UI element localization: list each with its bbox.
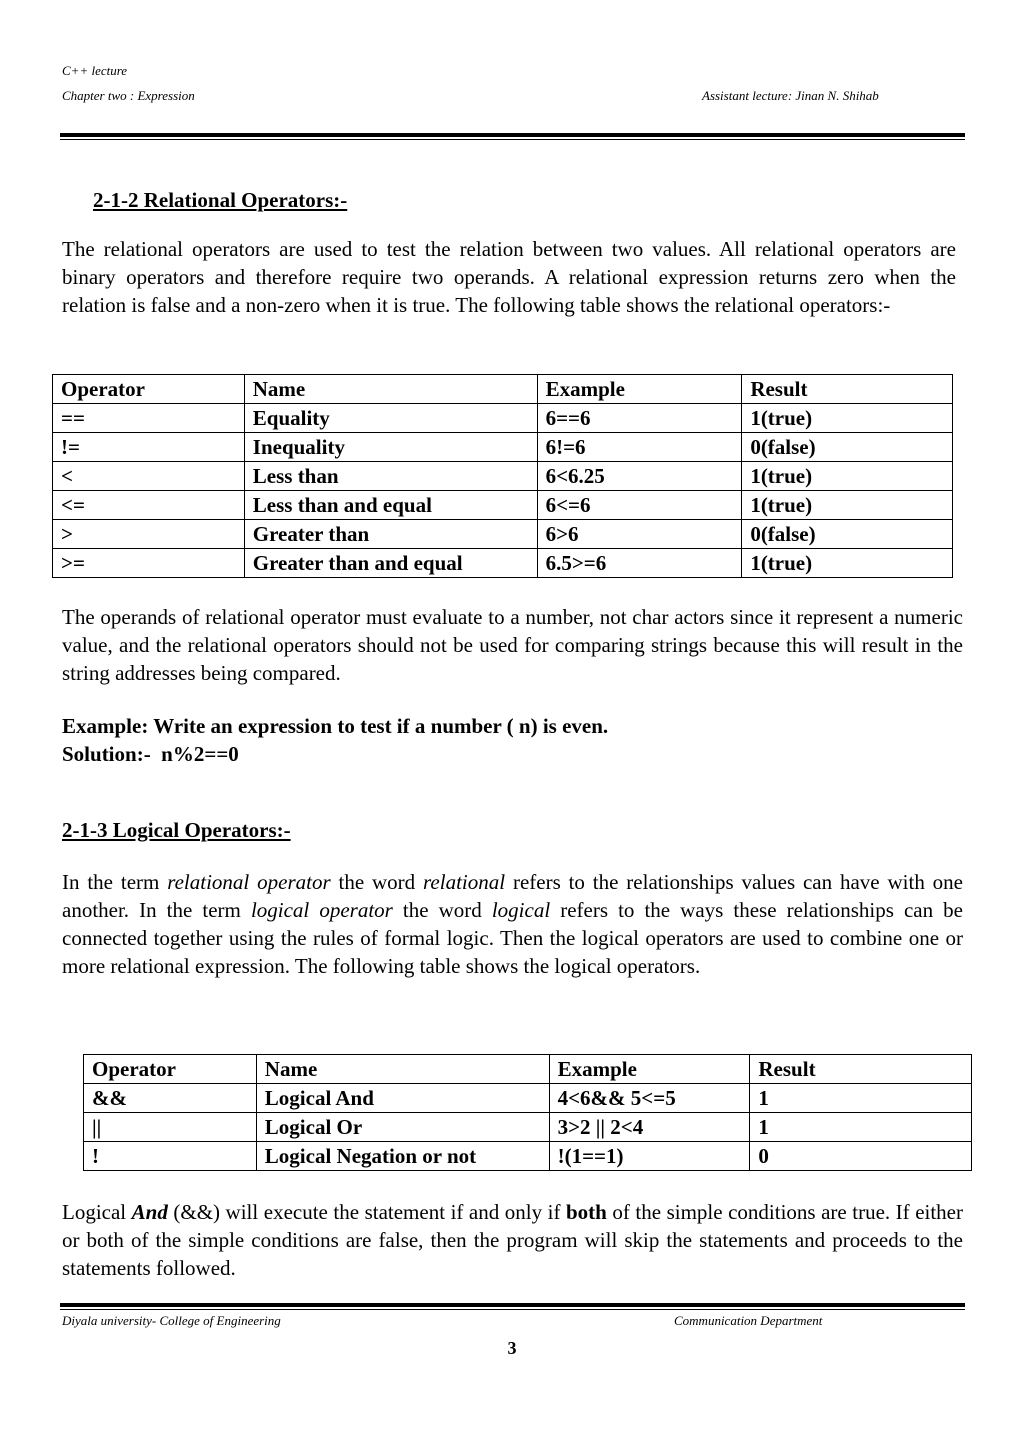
logical-table-cell: 1 bbox=[750, 1084, 972, 1113]
logical-table-cell: 3>2 || 2<4 bbox=[549, 1113, 750, 1142]
logical-table-row bbox=[84, 1113, 972, 1142]
logical-table-cell: Logical Negation or not bbox=[256, 1142, 549, 1171]
relational-table-row bbox=[53, 491, 953, 520]
section-heading-relational: 2-1-2 Relational Operators:- bbox=[93, 188, 348, 212]
closing-bold-italic-and: And bbox=[131, 1200, 168, 1224]
relational-table-cell: 1(true) bbox=[742, 491, 953, 520]
logical-table-cell: !(1==1) bbox=[549, 1142, 750, 1171]
footer-department: Communication Department bbox=[674, 1313, 823, 1328]
closing-text-3: of the simple conditions are true. If either or both of the simple conditions are false, then the program will skip the statements and proceeds to the statements followed. bbox=[62, 1200, 963, 1280]
section-heading-logical: 2-1-3 Logical Operators:- bbox=[62, 818, 291, 842]
example-solution: Solution:- n%2==0 bbox=[62, 742, 239, 766]
relational-table-cell: > bbox=[53, 520, 245, 549]
relational-intro-paragraph: The relational operators are used to test the relation between two values. All relational operators are binary operators and therefore require two operands. A relational expression returns zero when the relation is false and a non-zero when it is true. The following table shows the relational operators:- bbox=[62, 237, 956, 317]
relational-table-cell: >= bbox=[53, 549, 245, 578]
footer-rule bbox=[60, 1303, 965, 1307]
logical-table-header-cell: Example bbox=[549, 1055, 750, 1084]
logical-table-header-cell: Result bbox=[750, 1055, 972, 1084]
relational-table-row bbox=[53, 404, 953, 433]
logical-table-cell: ! bbox=[84, 1142, 257, 1171]
footer-rule-thin bbox=[60, 1309, 965, 1310]
page-number: 3 bbox=[507, 1338, 517, 1358]
header-author: Assistant lecture: Jinan N. Shihab bbox=[702, 88, 879, 103]
logical-table-row bbox=[84, 1084, 972, 1113]
relational-table-header-row bbox=[53, 375, 953, 404]
relational-table-header-cell: Name bbox=[244, 375, 537, 404]
relational-table-cell: 1(true) bbox=[742, 462, 953, 491]
logical-table-cell: || bbox=[84, 1113, 257, 1142]
relational-table-cell: 1(true) bbox=[742, 549, 953, 578]
logical-table-cell: Logical And bbox=[256, 1084, 549, 1113]
logical-table-cell: Logical Or bbox=[256, 1113, 549, 1142]
relational-table-cell: 6<6.25 bbox=[537, 462, 742, 491]
intro-text-5: refers to the ways these relationships can be connected together using the rules of formal logic. Then the logical operators are used to combine one or more relational expression. The following table shows the logical operators. bbox=[62, 898, 963, 978]
relational-table-cell: 0(false) bbox=[742, 520, 953, 549]
relational-table-cell: 6<=6 bbox=[537, 491, 742, 520]
relational-table-header-cell: Operator bbox=[53, 375, 245, 404]
logical-table-row bbox=[84, 1142, 972, 1171]
closing-text-1: Logical bbox=[62, 1200, 132, 1224]
relational-table-header-cell: Example bbox=[537, 375, 742, 404]
header-course: C++ lecture bbox=[62, 63, 128, 78]
relational-table-cell: != bbox=[53, 433, 245, 462]
relational-operators-table bbox=[52, 374, 953, 578]
closing-bold-both: both bbox=[565, 1200, 607, 1224]
logical-table-cell: 0 bbox=[750, 1142, 972, 1171]
relational-table-cell: Equality bbox=[244, 404, 537, 433]
logical-operators-table bbox=[83, 1054, 972, 1171]
logical-table-header-row bbox=[84, 1055, 972, 1084]
intro-italic-3: logical operator bbox=[250, 898, 393, 922]
relational-table-cell: Less than bbox=[244, 462, 537, 491]
relational-table-cell: Greater than bbox=[244, 520, 537, 549]
relational-table-cell: 6.5>=6 bbox=[537, 549, 742, 578]
relational-table-cell: Inequality bbox=[244, 433, 537, 462]
relational-table-row bbox=[53, 433, 953, 462]
relational-table-cell: 0(false) bbox=[742, 433, 953, 462]
logical-table-cell: 1 bbox=[750, 1113, 972, 1142]
relational-table-cell: Greater than and equal bbox=[244, 549, 537, 578]
relational-table-cell: <= bbox=[53, 491, 245, 520]
intro-italic-1: relational operator bbox=[167, 870, 331, 894]
relational-table-row bbox=[53, 520, 953, 549]
logical-table-header-cell: Operator bbox=[84, 1055, 257, 1084]
footer-institution: Diyala university- College of Engineering bbox=[62, 1313, 281, 1328]
header-rule-thin bbox=[60, 139, 965, 140]
relational-table-row bbox=[53, 549, 953, 578]
relational-table-cell: < bbox=[53, 462, 245, 491]
intro-italic-2: relational bbox=[423, 870, 506, 894]
logical-table-cell: && bbox=[84, 1084, 257, 1113]
relational-table-cell: 6==6 bbox=[537, 404, 742, 433]
relational-table-cell: 6!=6 bbox=[537, 433, 742, 462]
intro-text-1: In the term bbox=[62, 870, 168, 894]
logical-intro-paragraph bbox=[62, 868, 963, 980]
relational-notes-paragraph: The operands of relational operator must evaluate to a number, not char actors since it represent a numeric value, and the relational operators should not be used for comparing strings because this will result in the string addresses being compared. bbox=[62, 605, 963, 685]
intro-italic-4: logical bbox=[491, 898, 551, 922]
closing-text-2: (&&) will execute the statement if and only if bbox=[167, 1200, 566, 1224]
intro-text-4: the word bbox=[392, 898, 492, 922]
relational-table-cell: 6>6 bbox=[537, 520, 742, 549]
logical-and-paragraph bbox=[62, 1198, 963, 1282]
example-statement: Example: Write an expression to test if a number ( n) is even. bbox=[62, 714, 609, 738]
relational-table-cell: 1(true) bbox=[742, 404, 953, 433]
relational-table-row bbox=[53, 462, 953, 491]
logical-table-header-cell: Name bbox=[256, 1055, 549, 1084]
relational-table-header-cell: Result bbox=[742, 375, 953, 404]
intro-text-2: the word bbox=[330, 870, 424, 894]
relational-table-cell: Less than and equal bbox=[244, 491, 537, 520]
logical-table-cell: 4<6&& 5<=5 bbox=[549, 1084, 750, 1113]
intro-text-3: refers to the relationships values can have with one another. In the term bbox=[62, 870, 963, 922]
relational-table-cell: == bbox=[53, 404, 245, 433]
header-chapter: Chapter two : Expression bbox=[62, 88, 195, 103]
header-rule bbox=[60, 133, 965, 137]
